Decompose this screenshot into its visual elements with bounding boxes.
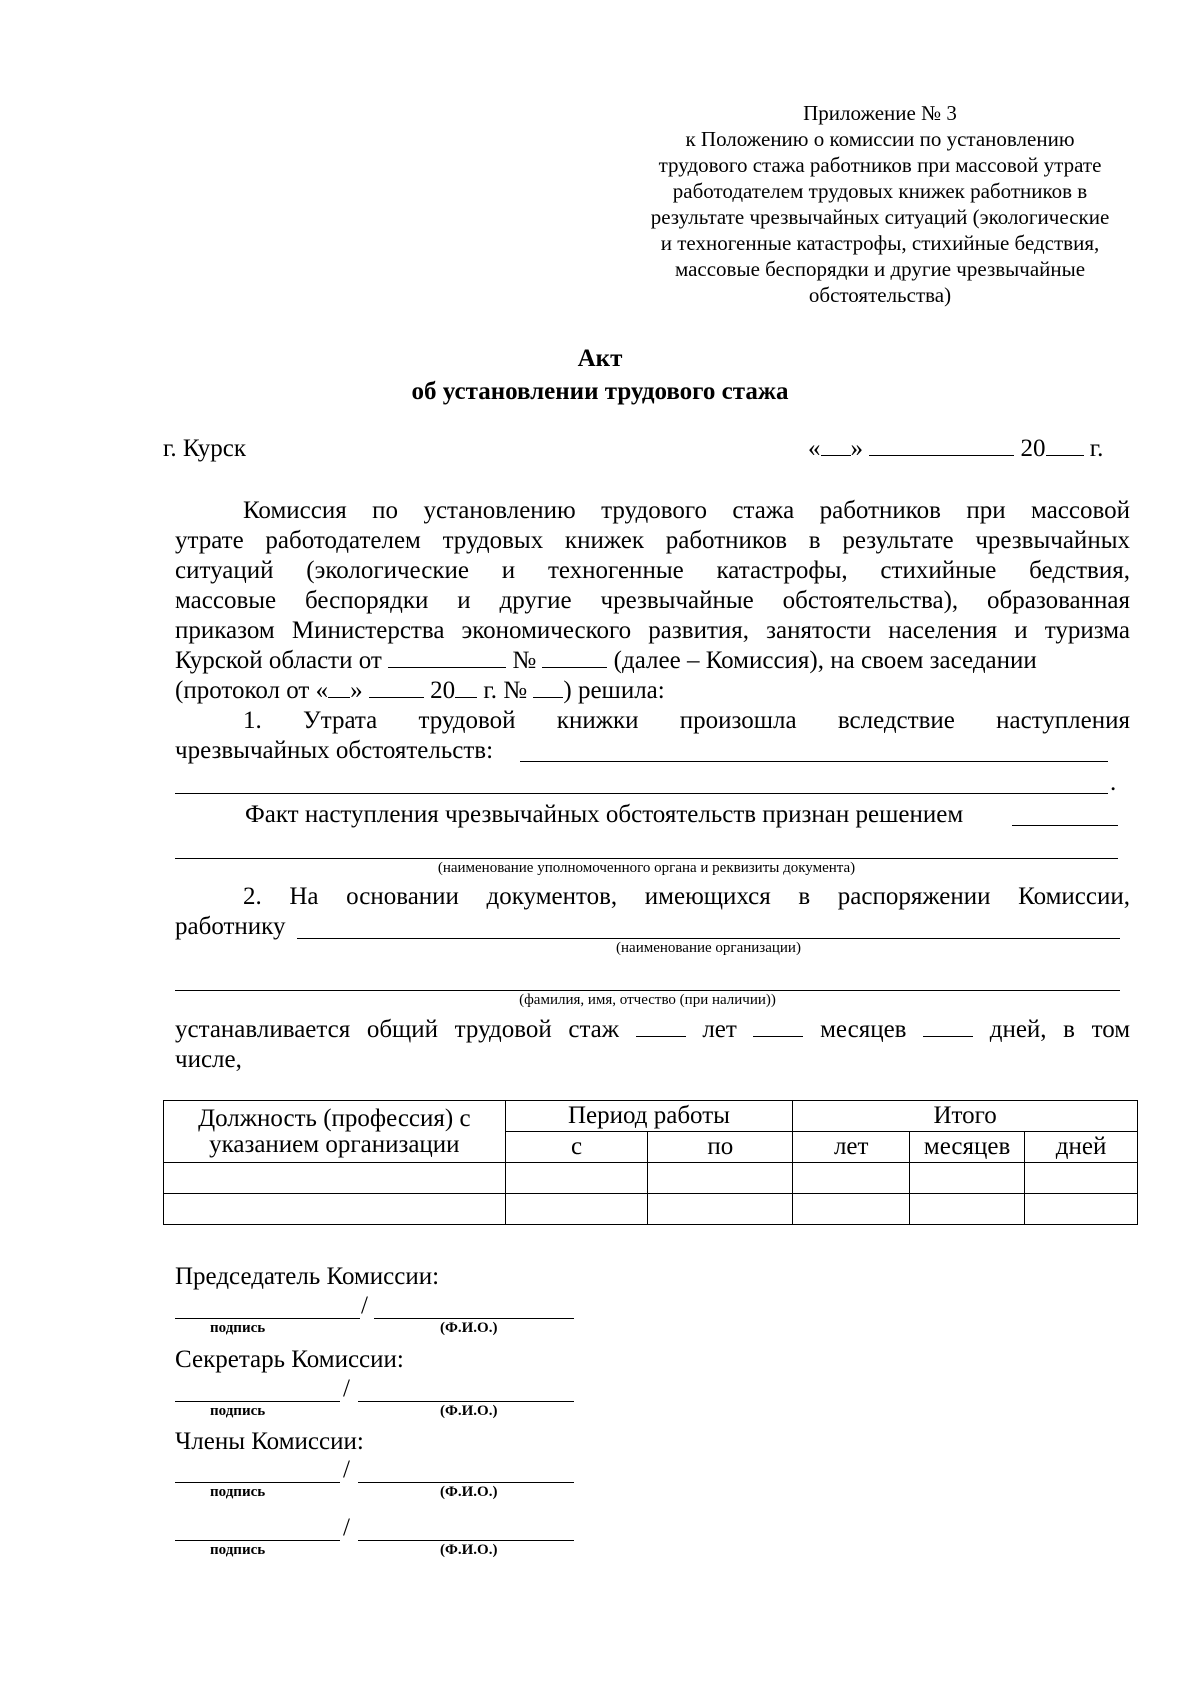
to-header: по xyxy=(648,1132,793,1163)
work-period-table xyxy=(163,1100,1138,1225)
stazh-text: устанавливается общий трудовой стаж xyxy=(175,1016,620,1043)
protocol-month-blank[interactable] xyxy=(369,677,424,698)
chair-slash: / xyxy=(361,1292,368,1319)
protocol-number-text: г. № xyxy=(483,677,528,704)
year-suffix: г. xyxy=(1089,435,1104,462)
protocol-text: (протокол от « xyxy=(175,677,329,704)
date-line xyxy=(808,435,1103,463)
protocol-number-blank[interactable] xyxy=(533,677,563,698)
place: г. Курск xyxy=(163,435,246,462)
order-date-blank[interactable] xyxy=(388,647,506,668)
secretary-fio-caption: (Ф.И.О.) xyxy=(440,1403,498,1419)
order-line xyxy=(175,647,1037,675)
year-prefix: 20 xyxy=(1020,435,1046,462)
chair-sign-caption: подпись xyxy=(210,1320,266,1336)
member1-fio-caption: (Ф.И.О.) xyxy=(440,1484,498,1500)
protocol-day-blank[interactable] xyxy=(328,677,350,698)
months-header: месяцев xyxy=(910,1132,1025,1163)
item2-line-2: работнику xyxy=(175,913,286,940)
member2-sign-caption: подпись xyxy=(210,1542,266,1558)
table-cell[interactable] xyxy=(1025,1163,1138,1194)
secretary-label: Секретарь Комиссии: xyxy=(175,1346,404,1373)
total-header: Итого xyxy=(793,1101,1138,1132)
month-blank[interactable] xyxy=(869,435,1014,456)
fio-caption: (фамилия, имя, отчество (при наличии)) xyxy=(519,992,776,1008)
fio-blank[interactable] xyxy=(175,990,1120,991)
appendix-line: к Положению о комиссии по установлению xyxy=(685,127,1075,151)
member2-name-blank[interactable] xyxy=(358,1540,574,1541)
member1-signature-blank[interactable] xyxy=(175,1482,340,1483)
table-cell[interactable] xyxy=(164,1194,506,1225)
decision-blank[interactable] xyxy=(1012,825,1118,826)
document-title: Акт xyxy=(577,345,623,372)
para-line: ситуаций (экологические и техногенные катастрофы, стихийные бедствия, xyxy=(175,557,1130,584)
appendix-line: работодателем трудовых книжек работников в xyxy=(672,179,1088,203)
year-blank[interactable] xyxy=(1046,435,1084,456)
item1-line-2: чрезвычайных обстоятельств: xyxy=(175,737,494,764)
stazh-days: дней, в том xyxy=(989,1016,1131,1043)
date-open-quote: « xyxy=(808,435,821,462)
table-cell[interactable] xyxy=(648,1163,793,1194)
org-caption: (наименование организации) xyxy=(616,940,801,956)
appendix-note xyxy=(600,100,1160,308)
table-cell[interactable] xyxy=(910,1163,1025,1194)
appendix-line: Приложение № 3 xyxy=(803,101,957,125)
protocol-line xyxy=(175,677,665,705)
chair-fio-caption: (Ф.И.О.) xyxy=(440,1320,498,1336)
table-row xyxy=(164,1194,1138,1225)
chair-label: Председатель Комиссии: xyxy=(175,1263,440,1290)
fact-line: Факт наступления чрезвычайных обстоятельств признан решением xyxy=(245,801,964,828)
table-cell[interactable] xyxy=(648,1194,793,1225)
position-header-line: Должность (профессия) с xyxy=(198,1104,471,1132)
table-cell[interactable] xyxy=(793,1163,910,1194)
period-mark: . xyxy=(1110,769,1117,796)
stazh-line xyxy=(175,1016,1130,1044)
member1-sign-caption: подпись xyxy=(210,1484,266,1500)
table-header-row xyxy=(164,1101,1138,1132)
appendix-line: обстоятельства) xyxy=(808,283,952,307)
member2-fio-caption: (Ф.И.О.) xyxy=(440,1542,498,1558)
order-text-2: (далее – Комиссия), на своем заседании xyxy=(613,647,1037,674)
chair-name-blank[interactable] xyxy=(374,1318,574,1319)
table-row xyxy=(164,1163,1138,1194)
protocol-year-blank[interactable] xyxy=(455,677,477,698)
item2-line: 2. На основании документов, имеющихся в распоряжении Комиссии, xyxy=(243,883,1130,910)
table-cell[interactable] xyxy=(1025,1194,1138,1225)
stazh-line-2: числе, xyxy=(175,1046,242,1073)
appendix-line: результате чрезвычайных ситуаций (экологические xyxy=(650,205,1110,229)
protocol-quote: » xyxy=(350,677,363,704)
from-header: с xyxy=(505,1132,648,1163)
protocol-year-prefix: 20 xyxy=(430,677,456,704)
order-text: Курской области от xyxy=(175,647,382,674)
table-cell[interactable] xyxy=(505,1194,648,1225)
appendix-line: и техногенные катастрофы, стихийные бедствия, xyxy=(660,231,1100,255)
reason-blank[interactable] xyxy=(520,761,1108,762)
table-cell[interactable] xyxy=(505,1163,648,1194)
secretary-signature-blank[interactable] xyxy=(175,1401,340,1402)
secretary-name-blank[interactable] xyxy=(358,1401,574,1402)
years-blank[interactable] xyxy=(636,1016,686,1037)
months-blank[interactable] xyxy=(753,1016,803,1037)
member2-signature-blank[interactable] xyxy=(175,1540,340,1541)
chair-signature-blank[interactable] xyxy=(175,1318,360,1319)
table-cell[interactable] xyxy=(793,1194,910,1225)
period-header: Период работы xyxy=(505,1101,793,1132)
day-blank[interactable] xyxy=(821,435,851,456)
secretary-slash: / xyxy=(343,1375,350,1402)
stazh-months: месяцев xyxy=(820,1016,907,1043)
para-line: Комиссия по установлению трудового стажа работников при массовой xyxy=(243,497,1130,524)
member1-name-blank[interactable] xyxy=(358,1482,574,1483)
order-number-blank[interactable] xyxy=(542,647,607,668)
stazh-years: лет xyxy=(702,1016,737,1043)
position-header xyxy=(164,1101,506,1163)
table-cell[interactable] xyxy=(910,1194,1025,1225)
appendix-line: трудового стажа работников при массовой утрате xyxy=(658,153,1102,177)
member1-slash: / xyxy=(343,1456,350,1483)
para-line: приказом Министерства экономического развития, занятости населения и туризма xyxy=(175,617,1130,644)
years-header: лет xyxy=(793,1132,910,1163)
order-number-sign: № xyxy=(512,647,537,674)
appendix-line: массовые беспорядки и другие чрезвычайные xyxy=(674,257,1086,281)
member2-slash: / xyxy=(343,1514,350,1541)
days-blank[interactable] xyxy=(923,1016,973,1037)
protocol-decided: ) решила: xyxy=(563,677,665,704)
date-close-quote: » xyxy=(850,435,863,462)
decision-blank-2[interactable] xyxy=(175,858,1118,859)
members-label: Члены Комиссии: xyxy=(175,1428,364,1455)
secretary-sign-caption: подпись xyxy=(210,1403,266,1419)
days-header: дней xyxy=(1025,1132,1138,1163)
item1-line: 1. Утрата трудовой книжки произошла вследствие наступления xyxy=(243,707,1130,734)
para-line: утрате работодателем трудовых книжек работников в результате чрезвычайных xyxy=(175,527,1130,554)
fact-caption: (наименование уполномоченного органа и реквизиты документа) xyxy=(437,860,856,876)
para-line: массовые беспорядки и другие чрезвычайные обстоятельства), образованная xyxy=(175,587,1130,614)
document-subtitle: об установлении трудового стажа xyxy=(411,378,789,405)
organization-blank[interactable] xyxy=(297,938,1120,939)
position-header-line: указанием организации xyxy=(209,1130,460,1158)
reason-blank-2[interactable] xyxy=(175,793,1108,794)
table-cell[interactable] xyxy=(164,1163,506,1194)
